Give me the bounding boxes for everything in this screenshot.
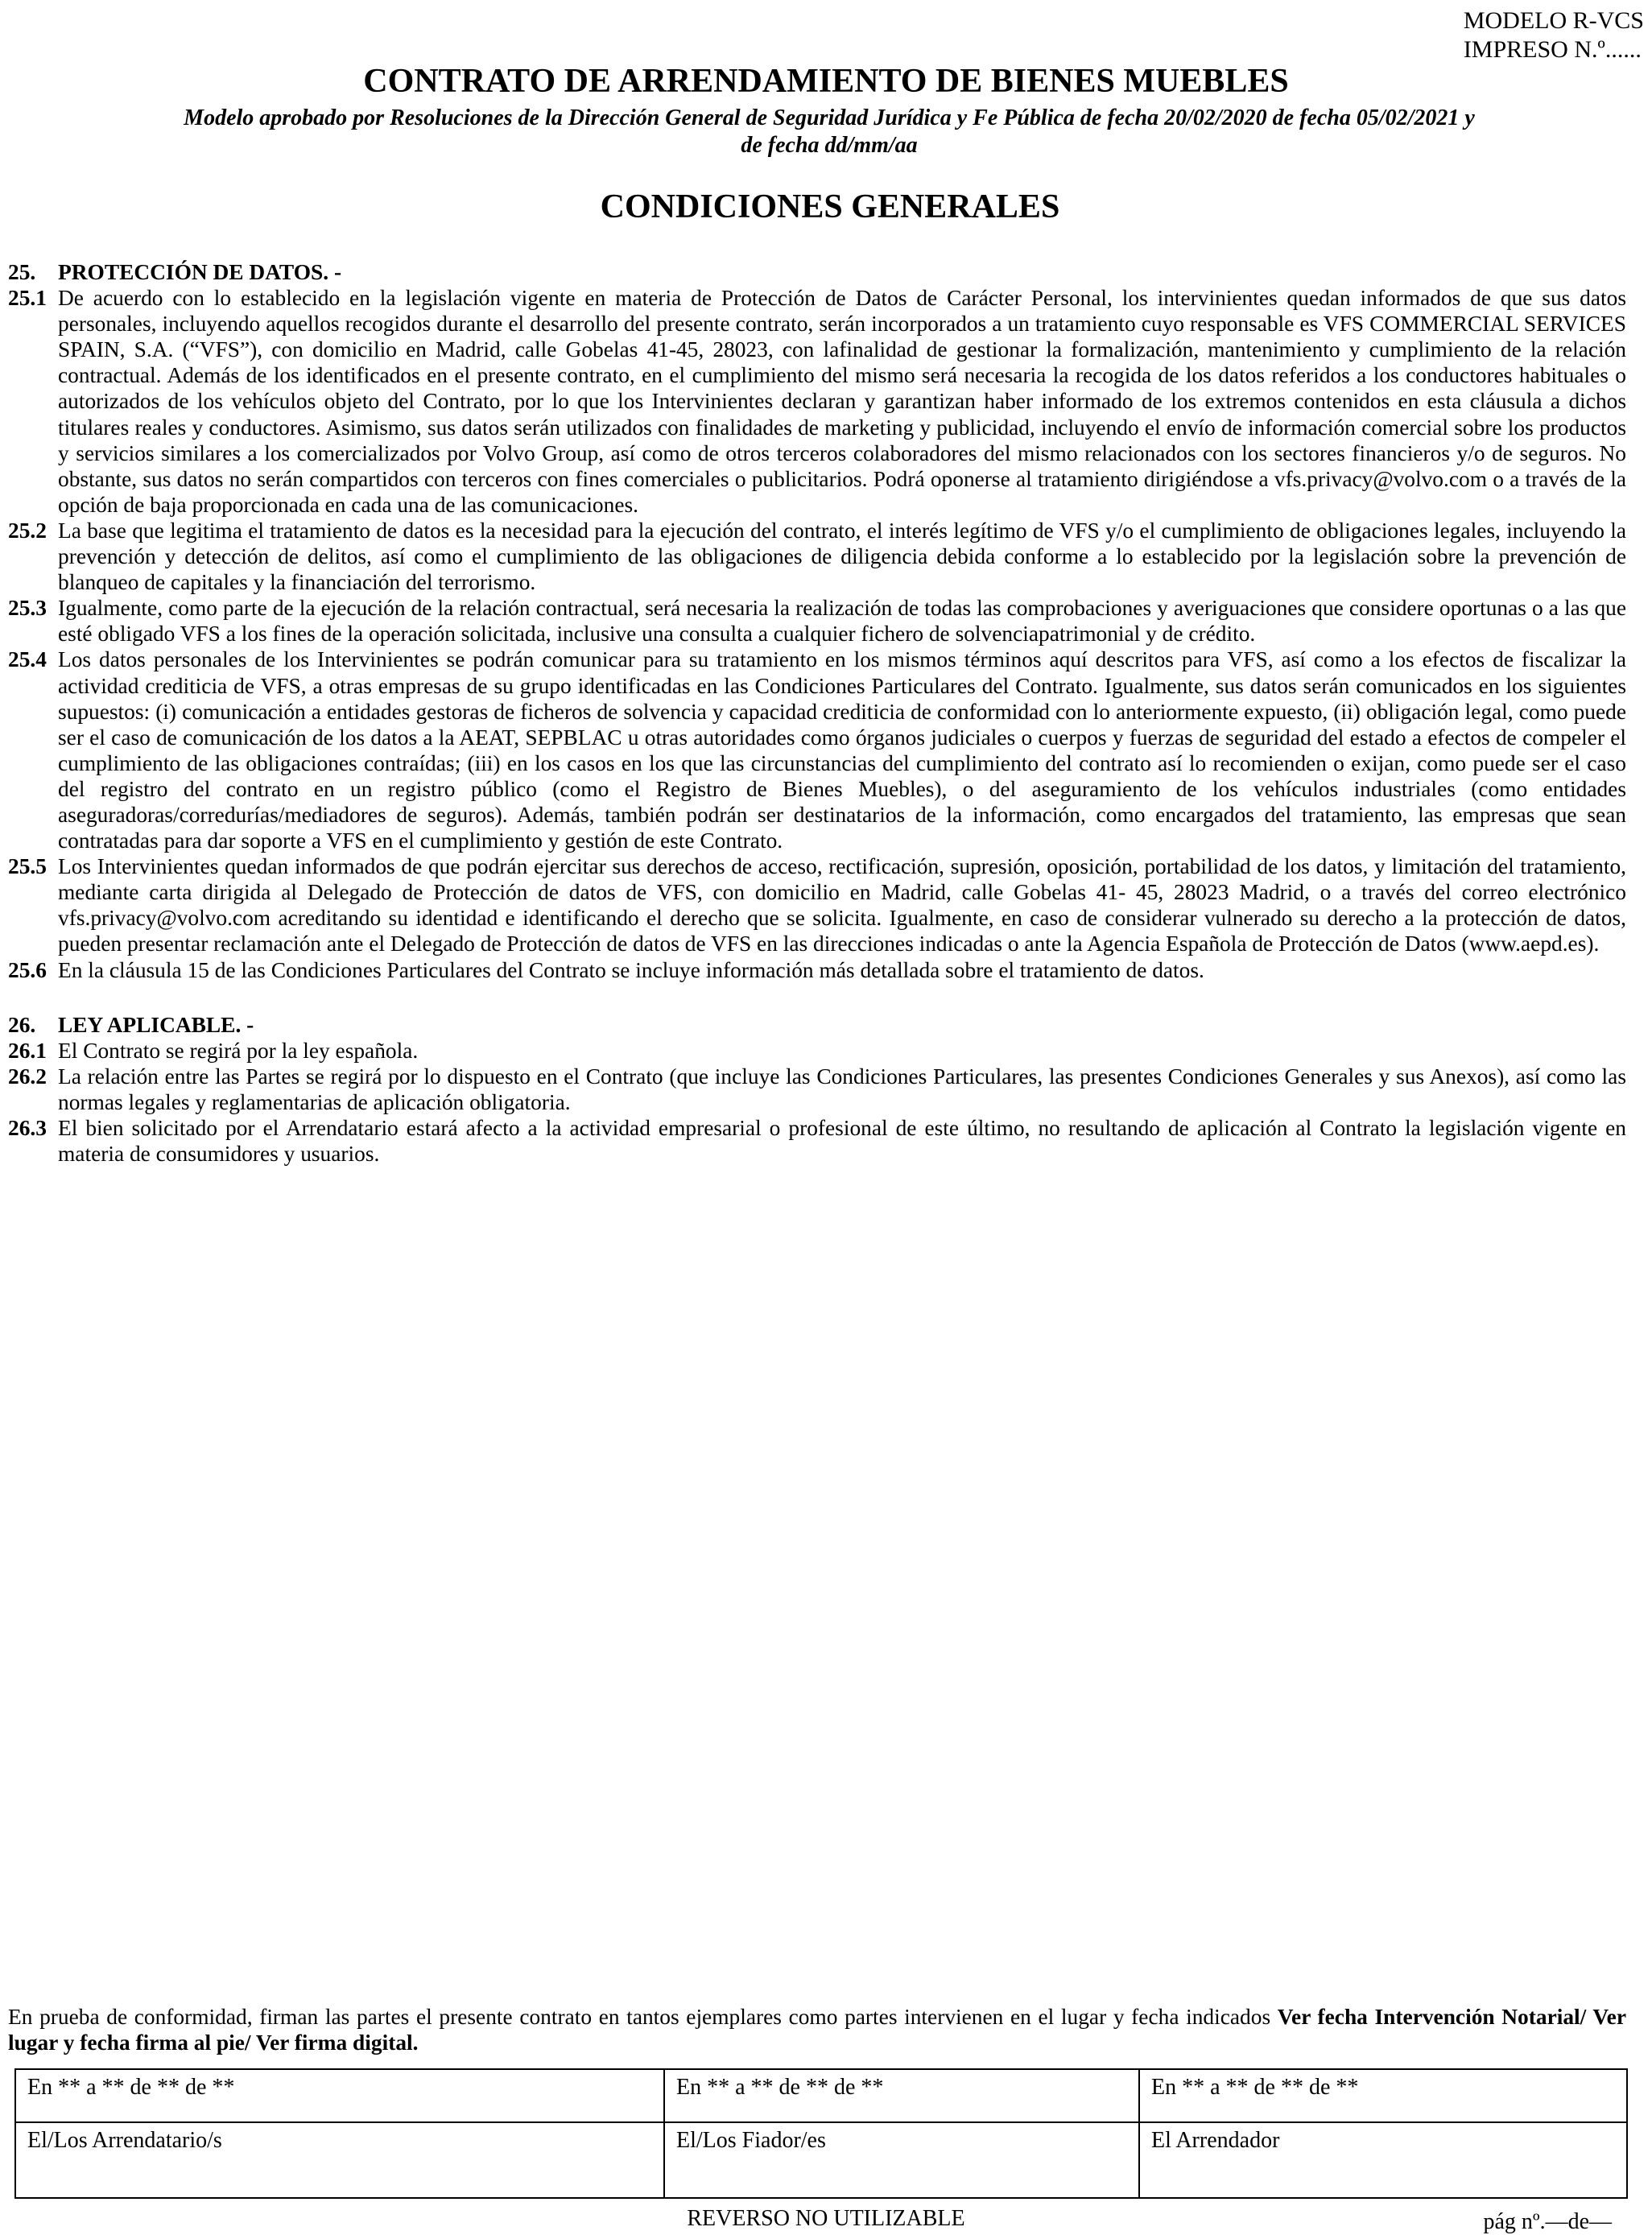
signature-party-cell: El Arrendador — [1139, 2122, 1627, 2198]
closing-statement — [8, 2004, 1626, 2055]
clause: 25.5 Los Intervinientes quedan informados de que podrán ejercitar sus derechos de acceso, rectificación, supresión, oposición, portabilidad de los datos, y limitación del tratamiento, mediante carta dirigida al Delegado de Protección de datos de VFS, con domicilio en Madrid, calle Gobelas 41- 45, 28023 Madrid, o a través del correo electrónico vfs.privacy@volvo.com acreditando su identidad e identificando el derecho que se solicita. Igualmente, en caso de considerar vulnerado su derecho a la protección de datos, pueden presentar reclamación ante el Delegado de Protección de datos de VFS en las direcciones indicadas o ante la Agencia Española de Protección de Datos (www.aepd.es). — [8, 854, 1626, 956]
model-line-2: IMPRESO N.º...... — [1463, 36, 1642, 63]
signature-table — [14, 2068, 1628, 2199]
clause: 25.2 La base que legitima el tratamiento de datos es la necesidad para la ejecución del contrato, el interés legítimo de VFS y/o el cumplimiento de obligaciones legales, incluyendo la prevención y detección de delitos, así como el cumplimiento de las obligaciones de diligencia debida conforme a lo establecido por la legislación sobre la prevención de blanqueo de capitales y la financiación del terrorismo. — [8, 518, 1626, 595]
clause: 26.1 El Contrato se regirá por la ley española. — [8, 1038, 419, 1063]
clause: 25.3 Igualmente, como parte de la ejecución de la relación contractual, será necesaria la realización de todas las comprobaciones y averiguaciones que considere oportunas o a las que esté obligado VFS a los fines de la operación solicitada, inclusive una consulta a cualquier fichero de solvenciapatrimonial y de crédito. — [8, 596, 1626, 647]
signature-date-cell: En ** a ** de ** de ** — [1139, 2069, 1627, 2122]
signature-party-cell: El/Los Arrendatario/s — [15, 2122, 664, 2198]
clause: 26.3 El bien solicitado por el Arrendatario estará afecto a la actividad empresarial o profesional de este último, no resultando de aplicación al Contrato la legislación vigente en materia de consumidores y usuarios. — [8, 1116, 1626, 1167]
section-25 — [8, 259, 1626, 1167]
clause: 25.4 Los datos personales de los Intervinientes se podrán comunicar para su tratamiento en los mismos términos aquí descritos para VFS, así como a los efectos de fiscalizar la actividad crediticia de VFS, a otras empresas de su grupo identificadas en las Condiciones Particulares del Contrato. Igualmente, sus datos serán comunicados en los siguientes supuestos: (i) comunicación a entidades gestoras de ficheros de solvencia y capacidad crediticia de conformidad con lo anteriormente expuesto, (ii) obligación legal, como puede ser el caso de comunicación de los datos a la AEAT, SEPBLAC u otras autoridades como órganos judiciales o cuerpos y fuerzas de seguridad del estado a efectos de compeler el cumplimiento de las obligaciones contraídas; (iii) en los casos en los que las circunstancias del cumplimiento del contrato así lo recomienden o exijan, como puede ser el caso del registro del contrato en un registro público (como el Registro de Bienes Muebles), o del aseguramiento de los vehículos industriales (como entidades aseguradoras/corredurías/mediadores de seguros). Además, también podrán ser destinatarios de la información, como encargados del tratamiento, las empresas que sean contratadas para dar soporte a VFS en el cumplimiento y gestión de este Contrato. — [8, 647, 1626, 853]
signature-party-cell: El/Los Fiador/es — [664, 2122, 1139, 2198]
document-title: CONTRATO DE ARRENDAMIENTO DE BIENES MUEBLES — [363, 63, 1289, 100]
closing-text: En prueba de conformidad, firman las partes el presente contrato en tantos ejemplares como partes intervienen en el lugar y fecha indicados — [8, 2005, 1271, 2029]
section-title: CONDICIONES GENERALES — [600, 188, 1060, 225]
clause: 25.6 En la cláusula 15 de las Condiciones Particulares del Contrato se incluye información más detallada sobre el tratamiento de datos. — [8, 957, 1204, 982]
page-number: pág nº.—de— — [1483, 2209, 1612, 2234]
closing-bold-text: Ver fecha Intervención Notarial/ Ver lugar y fecha firma al pie/ Ver firma digital. — [8, 2005, 1626, 2055]
clause: 25.1 De acuerdo con lo establecido en la legislación vigente en materia de Protección de Datos de Carácter Personal, los intervinientes quedan informados de que sus datos personales, incluyendo aquellos recogidos durante el desarrollo del presente contrato, serán incorporados a un tratamiento cuyo responsable es VFS COMMERCIAL SERVICES SPAIN, S.A. (“VFS”), con domicilio en Madrid, calle Gobelas 41-45, 28023, con lafinalidad de gestionar la formalización, mantenimiento y cumplimiento de la relación contractual. Además de los identificados en el presente contrato, en el cumplimiento del mismo será necesaria la recogida de los datos referidos a los conductores habituales o autorizados de los vehículos objeto del Contrato, por lo que los Intervinientes declaran y garantizan haber informado de los extremos contenidos en esta cláusula a dichos titulares reales y conductores. Asimismo, sus datos serán utilizados con finalidades de marketing y publicidad, incluyendo el envío de información comercial sobre los productos y servicios similares a los comercializados por Volvo Group, así como de otros terceros colaboradores del mismo relacionados con los sectores financieros y/o de seguros. No obstante, sus datos no serán compartidos con terceros con fines comerciales o publicitarios. Podrá oponerse al tratamiento dirigiéndose a vfs.privacy@volvo.com o a través de la opción de baja proporcionada en cada una de las comunicaciones. — [8, 286, 1626, 517]
clause: 26.2 La relación entre las Partes se regirá por lo dispuesto en el Contrato (que incluye las Condiciones Particulares, las presentes Condiciones Generales y sus Anexos), así como las normas legales y reglamentarias de aplicación obligatoria. — [8, 1064, 1626, 1114]
model-code — [1464, 6, 1644, 64]
model-line-1: MODELO R-VCS — [1463, 7, 1644, 34]
section-heading: 25. PROTECCIÓN DE DATOS. - — [8, 260, 342, 284]
reverse-notice: REVERSO NO UTILIZABLE — [687, 2206, 965, 2231]
section-heading: 26. LEY APLICABLE. - — [8, 1012, 254, 1037]
signature-date-cell: En ** a ** de ** de ** — [15, 2069, 664, 2122]
document-subtitle: Modelo aprobado por Resoluciones de la Dirección General de Seguridad Jurídica y Fe Pública de fecha 20/02/2020 de fecha 05/02/2021 y de fecha dd/mm/aa — [184, 105, 1475, 158]
signature-date-cell: En ** a ** de ** de ** — [664, 2069, 1139, 2122]
